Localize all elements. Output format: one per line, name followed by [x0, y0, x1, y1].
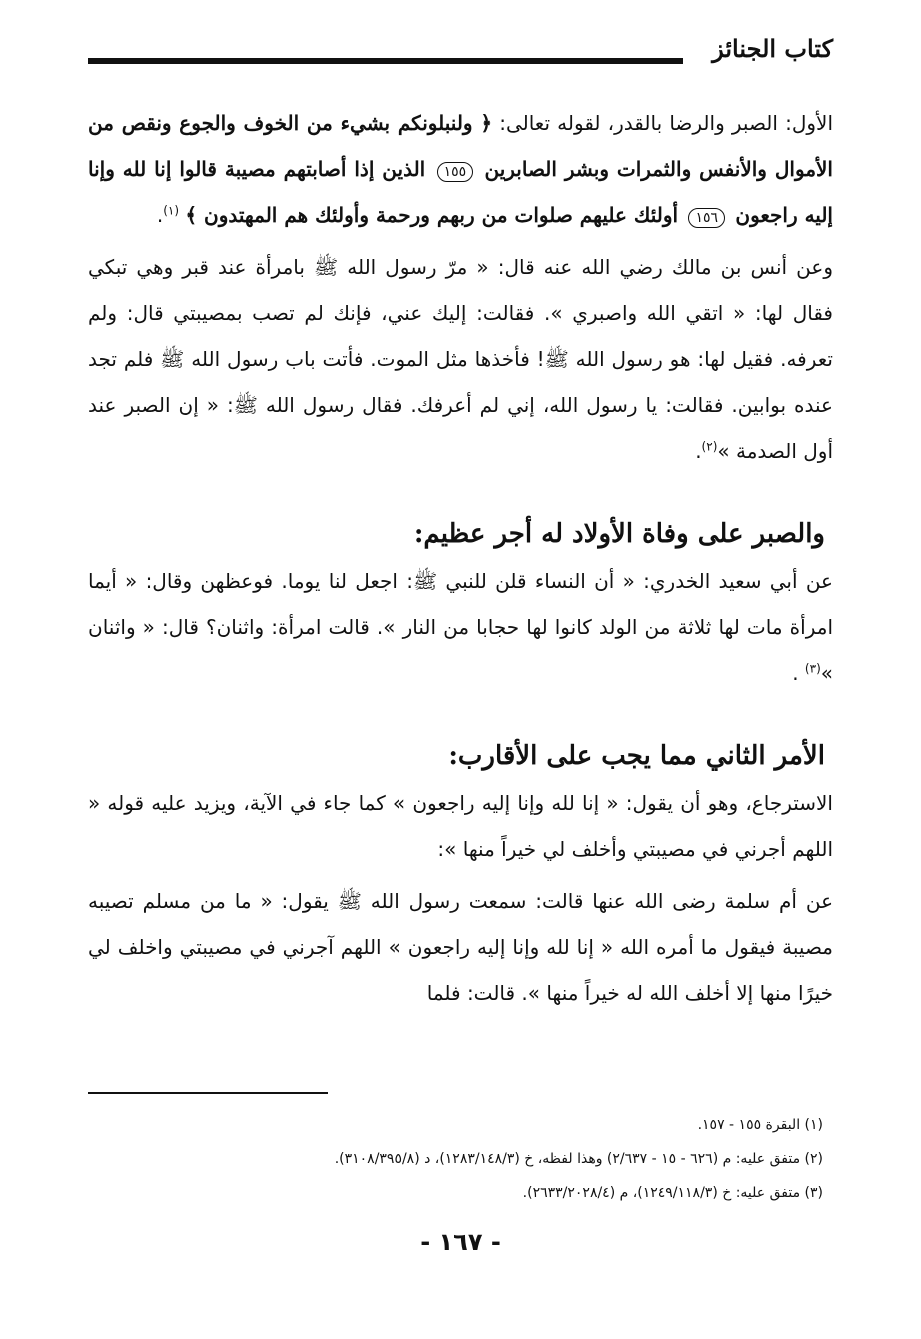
footnote-2: (٢) متفق عليه: م (٦٢٦ - ١٥ - ٢/٦٣٧) وهذا لفظه، خ (١٢٨٣/١٤٨/٣)، د (٣١٠٨/٣٩٥/٨).	[334, 1151, 823, 1167]
ayah-number-155: ١٥٥	[437, 162, 474, 182]
quran-verse-part-a: ﴿ ولنبلونكم بشيء من الخوف والجوع ونقص من الأموال والأنفس والثمرات وبشر الصابرين	[88, 111, 833, 181]
paragraph-umm-salama-hadith: عن أم سلمة رضى الله عنها قالت: سمعت رسول الله ﷺ يقول: « ما من مسلم تصيبه مصيبة فيقول ما أمره الله « إنا لله وإنا إليه راجعون » اللهم آجرني في مصيبتي واخلف لي خيرًا منها إلا أخلف الله له خيراً منها ». قالت: فلما	[88, 889, 833, 1005]
footnote-ref-2: (٢)	[701, 439, 718, 454]
footnotes	[88, 1108, 823, 1210]
section-heading-second-matter: الأمر الثاني مما يجب على الأقارب:	[448, 741, 825, 771]
paragraph-anas-hadith: وعن أنس بن مالك رضي الله عنه قال: « مرّ رسول الله ﷺ بامرأة عند قبر وهي تبكي فقال لها: « اتقي الله واصبري ». فقالت: إليك عني، فإنك لم تصب بمصيبتي قال: ولم تعرفه. فقيل لها: هو رسول الله ﷺ! فأخذها مثل الموت. فأتت باب رسول الله ﷺ فلم تجد عنده بوابين. فقالت: يا رسول الله، إني لم أعرفك. فقال رسول الله ﷺ: « إن الصبر عند أول الصدمة »$^{(٢)}$.	[88, 255, 833, 463]
quran-verse-part-c: أولئك عليهم صلوات من ربهم ورحمة وأولئك هم المهتدون ﴾	[185, 203, 679, 227]
page-body	[88, 100, 833, 1022]
footnote-1: (١) البقرة ١٥٥ - ١٥٧.	[697, 1117, 823, 1133]
chapter-title: كتاب الجنائز	[712, 34, 833, 63]
ayah-number-156: ١٥٦	[688, 208, 725, 228]
page-number: - ١٦٧ -	[420, 1228, 501, 1256]
footnote-ref-3: (٣)	[804, 661, 821, 676]
footnote-ref-1: (١)	[163, 203, 180, 218]
paragraph-patience: الأول: الصبر والرضا بالقدر، لقوله تعالى: ﴿ ولنبلونكم بشيء من الخوف والجوع ونقص من الأموال والأنفس والثمرات وبشر الصابرين ١٥٥ الذين إذا أصابتهم مصيبة قالوا إنا لله وإنا إليه راجعون ١٥٦ أولئك عليهم صلوات من ربهم ورحمة وأولئك هم المهتدون ﴾ $^{(١)}$.	[88, 111, 833, 227]
paragraph-istirja: الاسترجاع، وهو أن يقول: « إنا لله وإنا إليه راجعون » كما جاء في الآية، ويزيد عليه قوله « اللهم أجرني في مصيبتي وأخلف لي خيراً منها »:	[88, 791, 833, 861]
hadith-text: وعن أنس بن مالك رضي الله عنه قال: « مرّ رسول الله ﷺ بامرأة عند قبر وهي تبكي فقال لها: « اتقي الله واصبري ». فقالت: إليك عني، فإنك لم تصب بمصيبتي قال: ولم تعرفه. فقيل لها: هو رسول الله ﷺ! فأخذها مثل الموت. فأتت باب رسول الله ﷺ فلم تجد عنده بوابين. فقالت: يا رسول الله، إني لم أعرفك. فقال رسول الله ﷺ: « إن الصبر عند أول الصدمة »	[88, 255, 833, 463]
hadith-text: عن أبي سعيد الخدري: « أن النساء قلن للنبي ﷺ: اجعل لنا يوما. فوعظهن وقال: « أيما امرأة مات لها ثلاثة من الولد كانوا لها حجابا من النار ». قالت امرأة: واثنان؟ قال: « واثنان »	[88, 569, 833, 685]
paragraph-intro: الأول: الصبر والرضا بالقدر، لقوله تعالى:	[492, 111, 833, 135]
footnote-divider	[88, 1092, 328, 1094]
header-rule	[88, 58, 683, 64]
page-header	[88, 28, 833, 72]
footnote-3: (٣) متفق عليه: خ (١٢٤٩/١١٨/٣)، م (٢٦٣٣/٢٠٢٨/٤).	[522, 1185, 823, 1201]
paragraph-abu-said-hadith: عن أبي سعيد الخدري: « أن النساء قلن للنبي ﷺ: اجعل لنا يوما. فوعظهن وقال: « أيما امرأة مات لها ثلاثة من الولد كانوا لها حجابا من النار ». قالت امرأة: واثنان؟ قال: « واثنان »$^{(٣)}$ .	[88, 569, 833, 685]
section-heading-children: والصبر على وفاة الأولاد له أجر عظيم:	[413, 519, 825, 549]
quran-verse-part-b: الذين إذا أصابتهم مصيبة قالوا إنا لله وإنا إليه راجعون	[88, 157, 833, 227]
